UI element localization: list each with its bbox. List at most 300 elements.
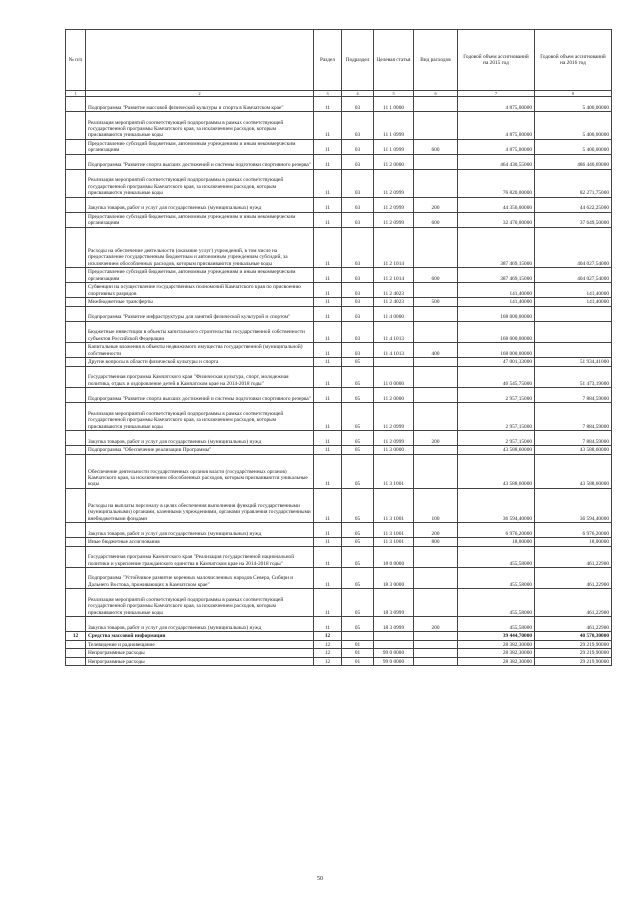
header-year-2016: Годовой объем ассигнований на 2016 год (535, 30, 612, 91)
row-target: 11 3 1001 (374, 454, 414, 488)
row-expense-type (414, 649, 458, 658)
row-target: 11 2 0999 (374, 169, 414, 197)
row-number (66, 366, 86, 387)
row-expense-type: 100 (414, 488, 458, 522)
row-year-2016: 461,22900 (535, 589, 612, 617)
row-section: 11 (314, 567, 342, 588)
table-row (66, 537, 612, 546)
page-number: 50 (317, 876, 323, 882)
row-name: Закупка товаров, работ и услуг для государственных (муниципальных) нужд (86, 522, 314, 537)
row-section: 11 (314, 343, 342, 358)
table-row (66, 488, 612, 522)
row-year-2015: 32 470,00000 (458, 212, 535, 227)
row-name: Подпрограмма "Обеспечение реализации Программы" (86, 445, 314, 454)
row-number (66, 283, 86, 298)
row-expense-type (414, 112, 458, 140)
table-row (66, 358, 612, 367)
row-year-2015: 141,40000 (458, 283, 535, 298)
row-number (66, 454, 86, 488)
row-expense-type (414, 445, 458, 454)
row-section: 12 (314, 640, 342, 649)
row-expense-type (414, 657, 458, 666)
row-name: Непрограммные расходы (86, 649, 314, 658)
row-year-2016: 5 400,00000 (535, 112, 612, 140)
row-section: 11 (314, 298, 342, 307)
row-year-2015: 4 875,00000 (458, 97, 535, 112)
row-subsection: 05 (342, 430, 374, 445)
row-year-2016: 18,00000 (535, 537, 612, 546)
row-number (66, 212, 86, 227)
row-year-2016: 29 219,90000 (535, 649, 612, 658)
row-year-2015: 2 957,15000 (458, 430, 535, 445)
row-expense-type (414, 589, 458, 617)
row-target: 99 0 0000 (374, 649, 414, 658)
row-expense-type (414, 154, 458, 169)
row-target: 11 2 0000 (374, 154, 414, 169)
table-row (66, 298, 612, 307)
table-row (66, 97, 612, 112)
row-year-2016: 37 649,50000 (535, 212, 612, 227)
table-row (66, 212, 612, 227)
table-row (66, 283, 612, 298)
row-year-2016: 404 027,54000 (535, 268, 612, 283)
table-row (66, 388, 612, 403)
row-section: 11 (314, 488, 342, 522)
table-row (66, 632, 612, 641)
row-name: Государственная программа Камчатского края "Реализация государственной национальной политики и укрепление гражданского единства в Камчатском крае на 2014-2018 годы" (86, 546, 314, 567)
row-number (66, 488, 86, 522)
table-row (66, 430, 612, 445)
row-name: Подпрограмма "Развитие спорта высших достижений и системы подготовки спортивного резерва" (86, 388, 314, 403)
row-section: 11 (314, 212, 342, 227)
row-number (66, 343, 86, 358)
row-expense-type: 200 (414, 617, 458, 632)
row-target: 11 0 0000 (374, 366, 414, 387)
row-section: 11 (314, 388, 342, 403)
row-number (66, 97, 86, 112)
row-subsection: 05 (342, 567, 374, 588)
row-expense-type (414, 306, 458, 321)
row-expense-type (414, 97, 458, 112)
row-expense-type (414, 283, 458, 298)
row-number (66, 640, 86, 649)
row-number (66, 546, 86, 567)
column-number: 4 (342, 91, 374, 97)
row-subsection: 05 (342, 589, 374, 617)
row-year-2016: 461,22900 (535, 617, 612, 632)
column-number: 7 (458, 91, 535, 97)
row-year-2015: 18,00000 (458, 537, 535, 546)
row-target: 11 4 1013 (374, 321, 414, 342)
row-expense-type (414, 454, 458, 488)
row-year-2015: 36 594,40000 (458, 488, 535, 522)
row-section: 11 (314, 537, 342, 546)
row-expense-type (414, 321, 458, 342)
table-row (66, 567, 612, 588)
row-target: 11 4 0000 (374, 306, 414, 321)
row-year-2016: 5 400,00000 (535, 139, 612, 154)
row-target: 99 0 0000 (374, 657, 414, 666)
row-year-2015: 4 875,00000 (458, 139, 535, 154)
row-name: Другие вопросы в области физической культуры и спорта (86, 358, 314, 367)
row-section: 12 (314, 657, 342, 666)
row-section: 11 (314, 268, 342, 283)
row-target: 11 3 1001 (374, 537, 414, 546)
row-subsection: 03 (342, 169, 374, 197)
row-year-2015: 455,58000 (458, 617, 535, 632)
row-subsection: 03 (342, 154, 374, 169)
row-number (66, 268, 86, 283)
row-target: 18 3 0999 (374, 617, 414, 632)
row-year-2016 (535, 321, 612, 342)
table-row (66, 640, 612, 649)
row-target: 11 3 1001 (374, 522, 414, 537)
row-section: 11 (314, 403, 342, 431)
row-target: 11 3 0000 (374, 445, 414, 454)
row-section: 11 (314, 358, 342, 367)
table-row (66, 649, 612, 658)
row-year-2015: 47 001,33000 (458, 358, 535, 367)
row-expense-type (414, 632, 458, 641)
row-subsection: 05 (342, 546, 374, 567)
row-number (66, 154, 86, 169)
table-row (66, 321, 612, 342)
column-number: 2 (86, 91, 314, 97)
row-subsection: 05 (342, 388, 374, 403)
row-subsection: 03 (342, 298, 374, 307)
row-expense-type (414, 358, 458, 367)
row-subsection: 03 (342, 212, 374, 227)
row-number: 12 (66, 632, 86, 641)
column-number: 8 (535, 91, 612, 97)
row-target (374, 640, 414, 649)
table-row (66, 139, 612, 154)
row-name: Телевидение и радиовещание (86, 640, 314, 649)
row-year-2015: 455,58000 (458, 589, 535, 617)
row-expense-type (414, 640, 458, 649)
row-name: Подпрограмма "Развитие спорта высших достижений и системы подготовки спортивного резерва" (86, 154, 314, 169)
row-expense-type (414, 169, 458, 197)
row-expense-type (414, 403, 458, 431)
row-subsection: 05 (342, 617, 374, 632)
table-row (66, 227, 612, 268)
row-name: Реализация мероприятий соответствующей подпрограммы в рамках соответствующей государственной программы Камчатского края, за исключением расходов, которым присваиваются уникальные коды (86, 589, 314, 617)
row-year-2016: 51 473,19000 (535, 366, 612, 387)
row-target: 18 3 0999 (374, 589, 414, 617)
row-name: Субвенции на осуществление государственных полномочий Камчатского края по присвоению спортивных разрядов (86, 283, 314, 298)
row-name: Реализация мероприятий соответствующей подпрограммы в рамках соответствующей государственной программы Камчатского края, за исключением расходов, которым присваиваются уникальные коды (86, 403, 314, 431)
row-name: Подпрограмма "Устойчивое развитие коренных малочисленных народов Севера, Сибири и Дальнего Востока, проживающих в Камчатском крае" (86, 567, 314, 588)
header-section: Раздел (314, 30, 342, 91)
row-number (66, 445, 86, 454)
row-number (66, 522, 86, 537)
row-name: Предоставление субсидий бюджетным, автономным учреждениям и иным некоммерческим организациям (86, 139, 314, 154)
row-expense-type: 200 (414, 522, 458, 537)
row-year-2015: 46 545,75000 (458, 366, 535, 387)
table-row (66, 268, 612, 283)
row-section: 11 (314, 97, 342, 112)
row-section: 11 (314, 366, 342, 387)
row-subsection: 05 (342, 537, 374, 546)
row-number (66, 403, 86, 431)
row-year-2016: 82 271,75000 (535, 169, 612, 197)
row-year-2015: 28 382,30000 (458, 649, 535, 658)
row-year-2016: 43 588,60000 (535, 445, 612, 454)
row-target: 11 2 4023 (374, 298, 414, 307)
row-expense-type: 200 (414, 430, 458, 445)
row-name: Расходы на обеспечение деятельности (оказание услуг) учреждений, в том числе на предоставление государственным бюджетным и автономным учреждениям субсидий, за исключением обособленных расходов, которым присваиваются уникальные коды (86, 227, 314, 268)
row-name: Бюджетные инвестиции в объекты капитального строительства государственной собственности субъектов Российской Федерации (86, 321, 314, 342)
row-target: 18 3 0000 (374, 567, 414, 588)
row-subsection: 03 (342, 343, 374, 358)
row-name: Предоставление субсидий бюджетным, автономным учреждениям и иным некоммерческим организациям (86, 268, 314, 283)
column-number: 1 (66, 91, 86, 97)
header-target: Целевая статья (374, 30, 414, 91)
table-row (66, 169, 612, 197)
row-expense-type (414, 567, 458, 588)
row-target: 11 2 4023 (374, 283, 414, 298)
row-number (66, 306, 86, 321)
row-year-2015: 168 000,00000 (458, 321, 535, 342)
row-name: Реализация мероприятий соответствующей подпрограммы в рамках соответствующей государственной программы Камчатского края, за исключением расходов, которым присваиваются уникальные коды (86, 169, 314, 197)
row-year-2016: 36 594,40000 (535, 488, 612, 522)
row-number (66, 112, 86, 140)
row-year-2015: 464 430,55000 (458, 154, 535, 169)
row-subsection: 03 (342, 97, 374, 112)
row-name: Закупка товаров, работ и услуг для государственных (муниципальных) нужд (86, 617, 314, 632)
row-section: 11 (314, 154, 342, 169)
row-subsection: 03 (342, 197, 374, 212)
row-number (66, 649, 86, 658)
row-year-2015: 28 382,30000 (458, 640, 535, 649)
row-section: 11 (314, 227, 342, 268)
row-year-2016: 44 622,25000 (535, 197, 612, 212)
row-year-2015: 387 469,15000 (458, 227, 535, 268)
row-section: 11 (314, 589, 342, 617)
header-name (86, 30, 314, 91)
row-subsection: 03 (342, 321, 374, 342)
row-year-2016: 141,40000 (535, 283, 612, 298)
table-row (66, 154, 612, 169)
row-year-2015: 6 976,20000 (458, 522, 535, 537)
header-subsection: Подраздел (342, 30, 374, 91)
column-number: 5 (374, 91, 414, 97)
row-year-2016: 7 884,59000 (535, 403, 612, 431)
row-section: 11 (314, 617, 342, 632)
row-name: Обеспечение деятельности государственных органов власти (государственных органов) Камчатского края, за исключением обособленных расходов, которым присваиваются уникальные коды (86, 454, 314, 488)
row-year-2015: 43 588,60000 (458, 445, 535, 454)
row-name: Предоставление субсидий бюджетным, автономным учреждениям и иным некоммерческим организациям (86, 212, 314, 227)
row-year-2015: 455,58000 (458, 546, 535, 567)
table-row (66, 589, 612, 617)
row-target: 11 2 0999 (374, 197, 414, 212)
row-section: 11 (314, 306, 342, 321)
header-num: № п/п (66, 30, 86, 91)
row-expense-type (414, 388, 458, 403)
row-subsection: 01 (342, 640, 374, 649)
row-subsection: 05 (342, 454, 374, 488)
row-year-2016: 141,40000 (535, 298, 612, 307)
row-name: Межбюджетные трансферты (86, 298, 314, 307)
row-year-2016: 29 219,90000 (535, 640, 612, 649)
row-year-2015: 44 350,00000 (458, 197, 535, 212)
table-row (66, 617, 612, 632)
row-expense-type: 600 (414, 268, 458, 283)
row-number (66, 589, 86, 617)
row-year-2016: 6 976,20000 (535, 522, 612, 537)
row-year-2015: 28 382,30000 (458, 657, 535, 666)
row-subsection: 03 (342, 139, 374, 154)
row-name: Реализация мероприятий соответствующей подпрограммы в рамках соответствующей государственной программы Камчатского края, за исключением расходов, которым присваиваются уникальные коды (86, 112, 314, 140)
row-year-2015: 168 000,00000 (458, 343, 535, 358)
row-year-2016: 404 027,54000 (535, 227, 612, 268)
row-subsection: 05 (342, 403, 374, 431)
header-year-2015: Годовой объем ассигнований на 2015 год (458, 30, 535, 91)
row-target: 18 0 0000 (374, 546, 414, 567)
table-row (66, 445, 612, 454)
row-number (66, 139, 86, 154)
row-subsection: 05 (342, 445, 374, 454)
table-row (66, 522, 612, 537)
row-subsection: 03 (342, 112, 374, 140)
row-target: 11 2 1014 (374, 227, 414, 268)
row-expense-type (414, 546, 458, 567)
row-section: 11 (314, 430, 342, 445)
row-year-2015: 141,40000 (458, 298, 535, 307)
table-body (66, 97, 612, 666)
row-target (374, 358, 414, 367)
row-number (66, 388, 86, 403)
row-name: Закупка товаров, работ и услуг для государственных (муниципальных) нужд (86, 197, 314, 212)
row-year-2015: 168 000,00000 (458, 306, 535, 321)
row-year-2015: 455,58000 (458, 567, 535, 588)
row-number (66, 298, 86, 307)
row-year-2015: 76 820,00000 (458, 169, 535, 197)
row-subsection: 05 (342, 358, 374, 367)
row-year-2016: 461,22900 (535, 567, 612, 588)
column-number: 6 (414, 91, 458, 97)
row-section: 11 (314, 283, 342, 298)
row-target: 11 2 0999 (374, 212, 414, 227)
row-year-2016: 7 884,59000 (535, 388, 612, 403)
row-section: 11 (314, 197, 342, 212)
row-year-2015: 2 957,15000 (458, 403, 535, 431)
row-year-2016 (535, 306, 612, 321)
table-row (66, 343, 612, 358)
row-name: Иные бюджетные ассигнования (86, 537, 314, 546)
row-section: 11 (314, 546, 342, 567)
row-number (66, 567, 86, 588)
row-name: Государственная программа Камчатского края "Физическая культура, спорт, молодежная политика, отдых и оздоровление детей в Камчатском крае на 2014-2018 годы" (86, 366, 314, 387)
row-target: 11 1 0000 (374, 97, 414, 112)
row-target: 11 2 0999 (374, 403, 414, 431)
table-row (66, 306, 612, 321)
row-expense-type: 600 (414, 139, 458, 154)
row-target (374, 632, 414, 641)
row-section: 11 (314, 445, 342, 454)
table-row (66, 546, 612, 567)
row-year-2016: 40 570,30000 (535, 632, 612, 641)
row-year-2016: 486 440,69000 (535, 154, 612, 169)
header-expense-type: Вид расходов (414, 30, 458, 91)
row-section: 11 (314, 139, 342, 154)
row-subsection: 03 (342, 227, 374, 268)
row-year-2016: 43 588,60000 (535, 454, 612, 488)
table-row (66, 454, 612, 488)
row-subsection: 01 (342, 657, 374, 666)
row-subsection: 03 (342, 283, 374, 298)
row-number (66, 321, 86, 342)
row-section: 11 (314, 522, 342, 537)
row-section: 11 (314, 321, 342, 342)
row-name: Закупка товаров, работ и услуг для государственных (муниципальных) нужд (86, 430, 314, 445)
header-row (66, 30, 612, 91)
row-expense-type: 800 (414, 537, 458, 546)
row-section: 11 (314, 169, 342, 197)
row-year-2016: 461,22900 (535, 546, 612, 567)
row-year-2016: 29 219,90000 (535, 657, 612, 666)
row-target: 11 2 0999 (374, 430, 414, 445)
row-year-2016: 5 400,00000 (535, 97, 612, 112)
row-name: Подпрограмма "Развитие инфраструктуры для занятий физической культурой и спортом" (86, 306, 314, 321)
row-year-2016: 7 884,59000 (535, 430, 612, 445)
row-subsection: 01 (342, 649, 374, 658)
row-name: Средства массовой информации (86, 632, 314, 641)
row-name: Подпрограмма "Развитие массовой физической культуры и спорта в Камчатском крае" (86, 97, 314, 112)
row-section: 11 (314, 454, 342, 488)
row-expense-type: 200 (414, 197, 458, 212)
row-year-2015: 43 588,60000 (458, 454, 535, 488)
row-year-2015: 39 444,70000 (458, 632, 535, 641)
row-number (66, 657, 86, 666)
row-subsection: 05 (342, 366, 374, 387)
table-row (66, 112, 612, 140)
row-expense-type: 400 (414, 343, 458, 358)
budget-table (65, 29, 612, 666)
row-section: 11 (314, 112, 342, 140)
row-name: Капитальные вложения в объекты недвижимого имущества государственной (муниципальной) собственности (86, 343, 314, 358)
row-target: 11 3 1001 (374, 488, 414, 522)
row-subsection: 03 (342, 268, 374, 283)
row-year-2016 (535, 343, 612, 358)
row-expense-type (414, 366, 458, 387)
row-number (66, 537, 86, 546)
table-row (66, 366, 612, 387)
row-target: 11 4 1013 (374, 343, 414, 358)
row-expense-type: 600 (414, 212, 458, 227)
row-number (66, 227, 86, 268)
row-expense-type (414, 227, 458, 268)
column-number: 3 (314, 91, 342, 97)
row-number (66, 617, 86, 632)
row-subsection: 05 (342, 488, 374, 522)
row-target: 11 1 0999 (374, 112, 414, 140)
row-section: 12 (314, 632, 342, 641)
row-subsection: 03 (342, 306, 374, 321)
row-number (66, 358, 86, 367)
row-year-2015: 4 875,00000 (458, 112, 535, 140)
row-target: 11 2 1014 (374, 268, 414, 283)
row-number (66, 197, 86, 212)
table-row (66, 657, 612, 666)
table-row (66, 197, 612, 212)
row-name: Непрограммные расходы (86, 657, 314, 666)
row-number (66, 430, 86, 445)
row-expense-type: 500 (414, 298, 458, 307)
row-year-2015: 2 957,15000 (458, 388, 535, 403)
row-number (66, 169, 86, 197)
row-year-2015: 387 469,15000 (458, 268, 535, 283)
